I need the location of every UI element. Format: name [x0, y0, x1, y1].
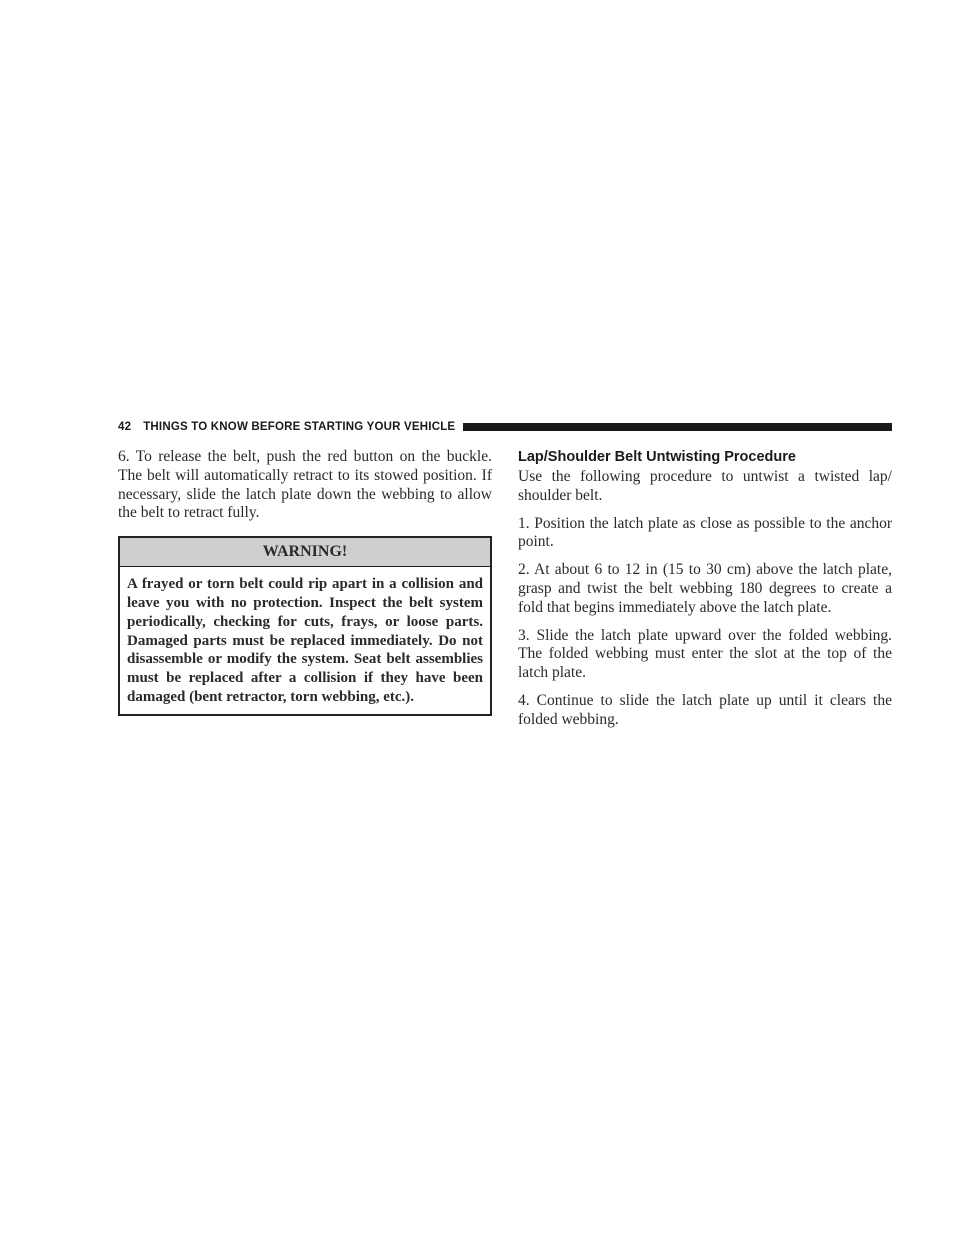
warning-title: WARNING!: [120, 538, 490, 567]
warning-text: A frayed or torn belt could rip apart in a collision and leave you with no protection. Inspect the belt system periodically, checking for cuts, frays, or loose parts. Damaged parts must be replaced immediately. Do not disassemble or modify the system. Seat belt assemblies must be replaced after a collision if they have been damaged (bent retractor, torn webbing, etc.).: [127, 576, 483, 705]
step-1-text: 1. Position the latch plate as close as possible to the anchor point.: [518, 514, 892, 551]
step-4-text: 4. Continue to slide the latch plate up until it clears the folded webbing.: [518, 691, 892, 728]
step-6-text: 6. To release the belt, push the red button on the buckle. The belt will automatically retract to its stowed position. If necessary, slide the latch plate down the webbing to allow the belt to retract fully.: [118, 448, 492, 522]
intro-text: Use the following procedure to untwist a twisted lap/ shoulder belt.: [518, 468, 892, 504]
section-title: THINGS TO KNOW BEFORE STARTING YOUR VEHICLE: [143, 421, 456, 433]
left-column: [118, 448, 492, 716]
step-2-text: 2. At about 6 to 12 in (15 to 30 cm) above the latch plate, grasp and twist the belt webbing 180 degrees to create a fold that begins immediately above the latch plate.: [518, 561, 892, 616]
right-column: [518, 448, 892, 739]
warning-box: [118, 536, 492, 716]
page-number: 42: [118, 421, 132, 433]
step-3-text: 3. Slide the latch plate upward over the folded webbing. The folded webbing must enter the slot at the top of the latch plate.: [518, 626, 892, 682]
header-rule: [463, 423, 892, 431]
page-header: [118, 420, 892, 434]
section-heading: Lap/Shoulder Belt Untwisting Procedure: [518, 449, 796, 465]
